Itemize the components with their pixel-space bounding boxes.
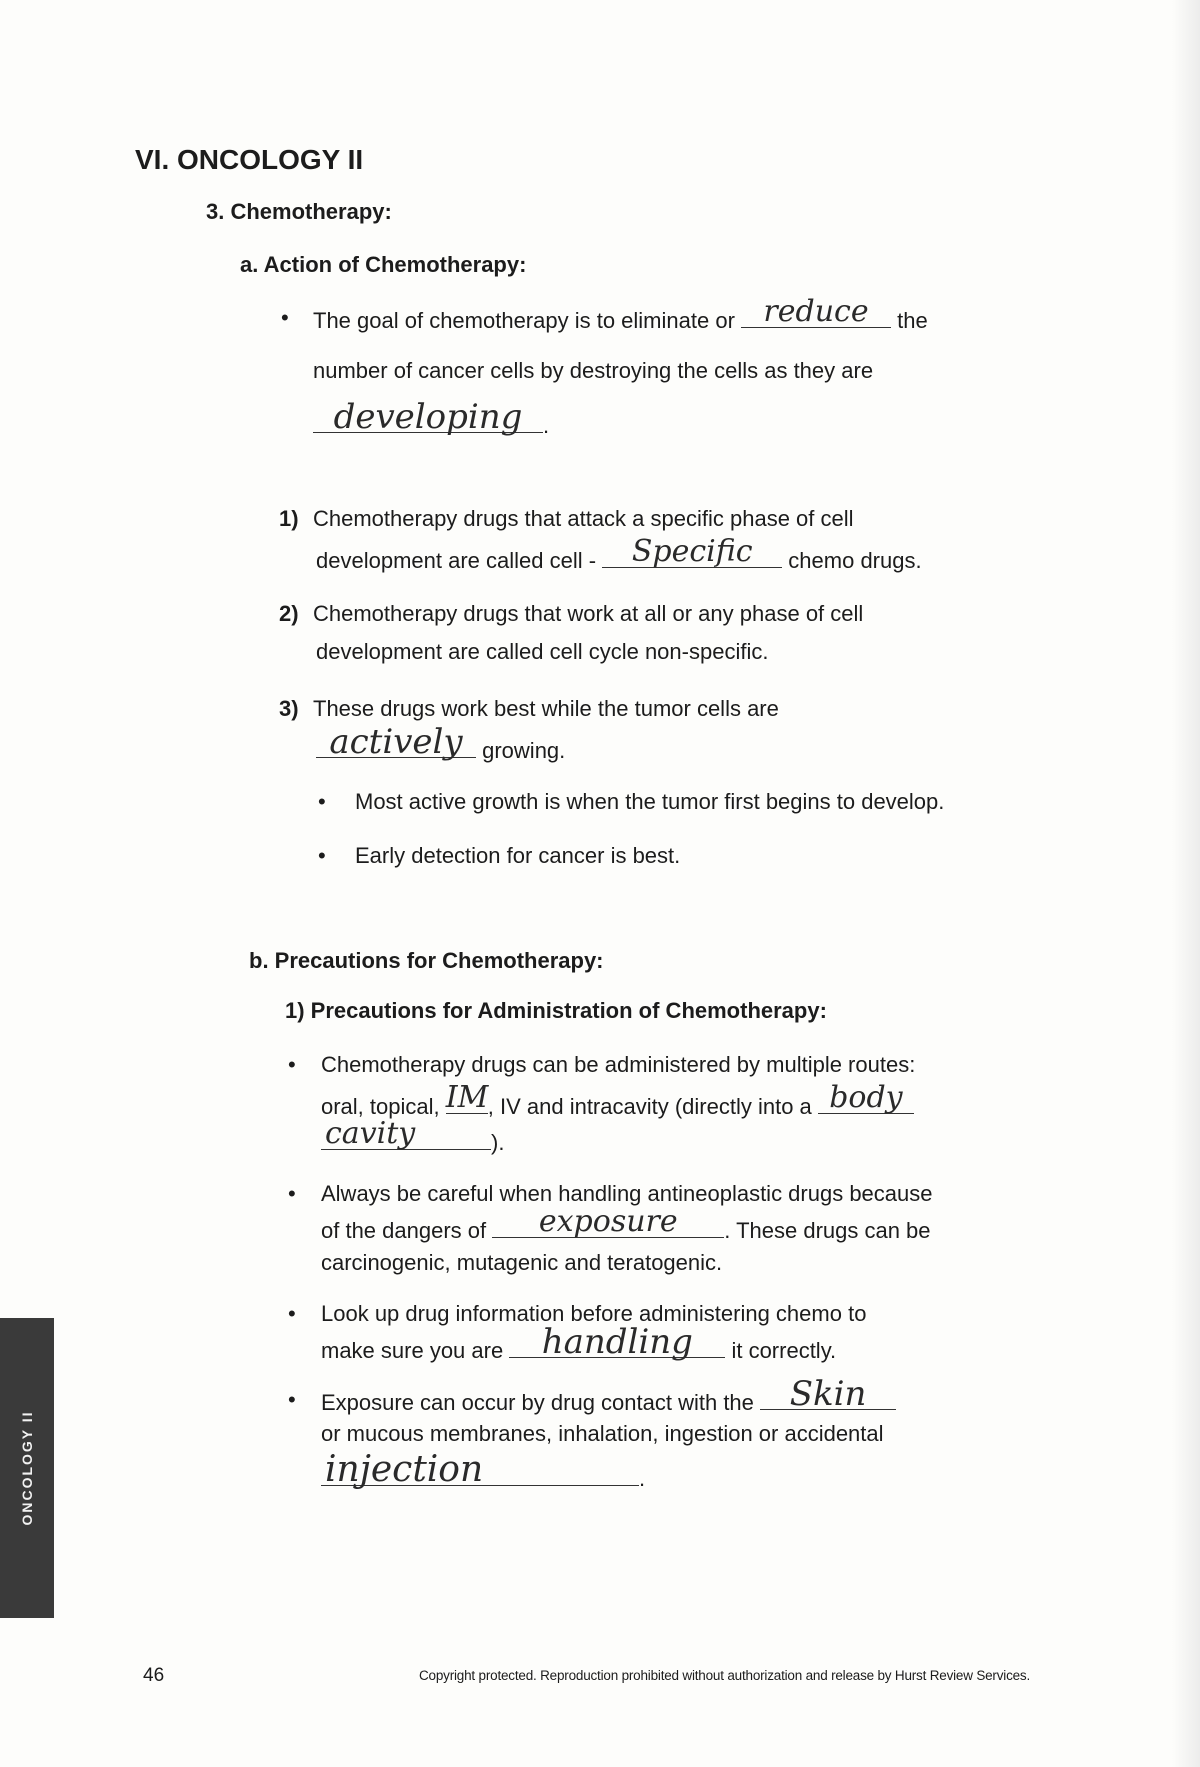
handwritten-answer: actively <box>329 722 463 762</box>
side-tab-label: ONCOLOGY II <box>19 1410 35 1526</box>
item-1-number: 1) <box>279 506 299 531</box>
item-1-line-2 <box>316 534 922 574</box>
handwritten-answer: reduce <box>763 294 869 329</box>
handling-line-1: Always be careful when handling antineoplastic drugs because <box>321 1181 933 1206</box>
item-1-text-after: chemo drugs. <box>788 548 922 573</box>
item-2-number: 2) <box>279 601 299 626</box>
routes-close: ). <box>491 1130 505 1155</box>
sub-a-heading: a. Action of Chemotherapy: <box>240 252 527 277</box>
lookup-text-after: it correctly. <box>731 1338 837 1363</box>
handwritten-answer: handling <box>541 1322 693 1362</box>
answer-blank-injection <box>321 1449 639 1490</box>
goal-line-1 <box>313 294 928 334</box>
answer-blank-im <box>445 1080 489 1115</box>
bullet-dot: • <box>288 1301 296 1326</box>
item-2-line-1: Chemotherapy drugs that work at all or any phase of cell <box>313 601 864 626</box>
bullet-dot: • <box>288 1387 296 1412</box>
handwritten-answer: IM <box>445 1080 489 1115</box>
exposure-line-2: or mucous membranes, inhalation, ingestion or accidental <box>321 1421 884 1446</box>
bullet-dot: • <box>288 1181 296 1206</box>
answer-blank-skin <box>760 1374 896 1414</box>
lookup-line-1: Look up drug information before administering chemo to <box>321 1301 867 1326</box>
handwritten-answer: Skin <box>789 1374 867 1414</box>
answer-blank-exposure <box>492 1204 724 1239</box>
section-side-tab <box>0 1318 54 1618</box>
item-3-bullet-1: Most active growth is when the tumor first begins to develop. <box>355 789 945 814</box>
exposure-line-1 <box>321 1374 896 1416</box>
handwritten-answer: Specific <box>631 534 753 569</box>
answer-blank-specific <box>602 534 782 569</box>
sub-b-1-heading: 1) Precautions for Administration of Chemotherapy: <box>285 998 827 1023</box>
handling-text-after: . These drugs can be <box>724 1218 931 1243</box>
exposure-period: . <box>639 1466 646 1491</box>
handwritten-answer: developing <box>333 397 523 437</box>
routes-text-b: , IV and intracavity (directly into a <box>487 1094 812 1119</box>
bullet-dot: • <box>281 305 289 330</box>
lookup-text: make sure you are <box>321 1338 504 1363</box>
lookup-line-2 <box>321 1322 837 1364</box>
answer-blank-reduce <box>741 294 891 329</box>
copyright-footer: Copyright protected. Reproduction prohibited without authorization and release by Hurst Review Services. <box>419 1668 1031 1683</box>
item-3-text-after: growing. <box>482 738 566 763</box>
bullet-dot: • <box>318 789 326 814</box>
section-title: VI. ONCOLOGY II <box>135 144 364 175</box>
answer-blank-actively <box>316 722 476 762</box>
item-3-number: 3) <box>279 696 299 721</box>
answer-blank-developing <box>313 397 543 437</box>
answer-blank-body <box>818 1080 914 1115</box>
goal-line-2: number of cancer cells by destroying the cells as they are <box>313 358 874 383</box>
handwritten-answer: exposure <box>538 1204 678 1239</box>
handling-line-2 <box>321 1204 931 1244</box>
bullet-dot: • <box>318 843 326 868</box>
item-1-line-1: Chemotherapy drugs that attack a specific phase of cell <box>313 506 854 531</box>
exposure-text: Exposure can occur by drug contact with the <box>321 1390 754 1415</box>
item-1-text: development are called cell - <box>316 548 597 573</box>
item-2-line-2: development are called cell cycle non-specific. <box>316 639 769 664</box>
goal-text-1: The goal of chemotherapy is to eliminate or <box>313 308 735 333</box>
goal-period: . <box>543 413 550 438</box>
handling-line-3: carcinogenic, mutagenic and teratogenic. <box>321 1250 723 1275</box>
handling-text: of the dangers of <box>321 1218 487 1243</box>
item-3-bullet-2: Early detection for cancer is best. <box>355 843 681 868</box>
exposure-line-3 <box>321 1449 646 1492</box>
item-3-line-1: These drugs work best while the tumor cells are <box>313 696 779 721</box>
handwritten-answer: cavity <box>325 1116 416 1151</box>
answer-blank-handling <box>509 1322 725 1362</box>
goal-line-3 <box>313 397 550 439</box>
sub-b-heading: b. Precautions for Chemotherapy: <box>249 948 604 973</box>
answer-blank-cavity <box>321 1116 491 1151</box>
routes-line-3 <box>321 1116 505 1156</box>
handwritten-answer: injection <box>325 1449 484 1490</box>
routes-text-a: oral, topical, <box>321 1094 440 1119</box>
topic-heading: 3. Chemotherapy: <box>206 199 392 224</box>
page-edge-shadow <box>1172 0 1200 1767</box>
routes-line-1: Chemotherapy drugs can be administered by multiple routes: <box>321 1052 916 1077</box>
item-3-line-2 <box>316 722 566 764</box>
goal-text-1-after: the <box>897 308 928 333</box>
page-number: 46 <box>143 1665 165 1686</box>
bullet-dot: • <box>288 1052 296 1077</box>
handwritten-answer: body <box>829 1080 903 1115</box>
